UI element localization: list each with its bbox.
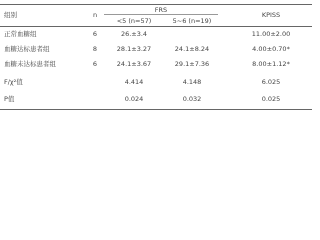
row-value-k: 0.025 <box>261 95 281 103</box>
row-value-b: 29.1±7.36 <box>174 60 210 68</box>
row-value-k: 6.025 <box>261 78 281 86</box>
row-value-a: 4.414 <box>124 78 144 86</box>
table-header-rule <box>0 26 312 27</box>
row-value-k: 11.00±2.00 <box>251 30 291 38</box>
table-top-rule <box>0 4 312 5</box>
row-value-a: 0.024 <box>124 95 144 103</box>
data-table <box>0 0 312 119</box>
row-label: 正常血糖组 <box>4 30 37 38</box>
row-value-b: 4.148 <box>182 78 202 86</box>
row-label: P值 <box>4 95 15 103</box>
row-value-b: 0.032 <box>182 95 202 103</box>
row-value-a: 24.1±3.67 <box>116 60 152 68</box>
row-value-a: 26.±3.4 <box>120 30 148 38</box>
row-label: 血糖未达标患者组 <box>4 60 56 68</box>
row-label: F/χ²值 <box>4 78 23 86</box>
row-n: 6 <box>92 60 98 68</box>
row-value-b: 24.1±8.24 <box>174 45 210 53</box>
header-sub-b: 5~6 (n=19) <box>172 17 212 25</box>
header-sub-a: <5 (n=57) <box>116 17 152 25</box>
header-n: n <box>92 11 98 19</box>
row-n: 8 <box>92 45 98 53</box>
header-kpiss: KPISS <box>261 11 281 19</box>
row-value-k: 8.00±1.12* <box>252 60 290 68</box>
row-label: 血糖达标患者组 <box>4 45 50 53</box>
header-group-rule <box>104 14 218 15</box>
row-value-a: 28.1±3.27 <box>116 45 152 53</box>
row-value-k: 4.00±0.70* <box>252 45 290 53</box>
header-group: 组别 <box>4 11 17 19</box>
table-bottom-rule <box>0 109 312 110</box>
header-frs: FRS <box>154 6 168 14</box>
row-n: 6 <box>92 30 98 38</box>
